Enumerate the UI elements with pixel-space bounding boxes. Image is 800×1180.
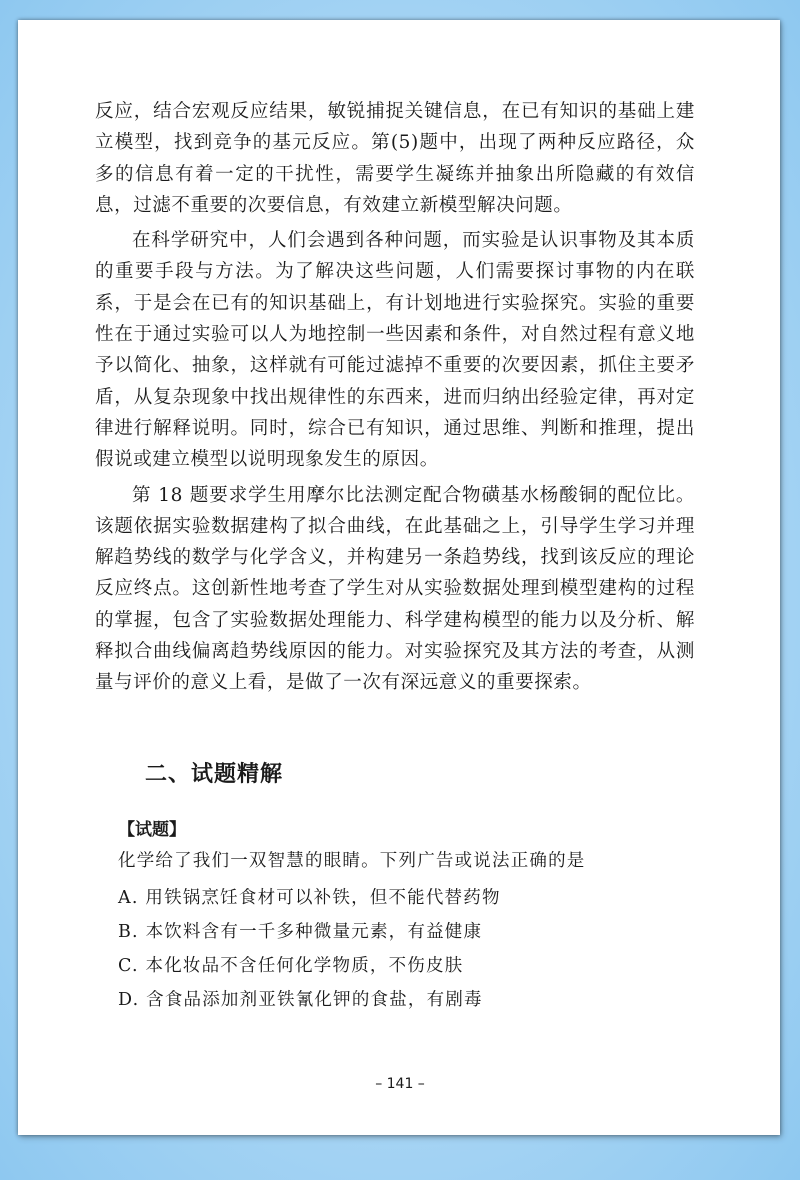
page-number: – 141 –	[375, 1076, 425, 1092]
option-c: C. 本化妆品不含任何化学物质，不伤皮肤	[118, 956, 464, 976]
paragraph-2: 在科学研究中，人们会遇到各种问题，而实验是认识事物及其本质的重要手段与方法。为了解决这些问题，人们需要探讨事物的内在联系，于是会在已有的知识基础上，有计划地进行实验探究。实验的重要性在于通过实验可以人为地控制一些因素和条件，对自然过程有意义地予以简化、抽象，这样就有可能过滤掉不重要的次要因素，抓住主要矛盾，从复杂现象中找出规律性的东西来，进而归纳出经验定律，再对定律进行解释说明。同时，综合已有知识，通过思维、判断和推理，提出假说或建立模型以说明现象发生的原因。	[95, 230, 695, 471]
body-text	[95, 96, 695, 699]
paragraph-1: 反应，结合宏观反应结果，敏锐捕捉关键信息，在已有知识的基础上建立模型，找到竞争的基元反应。第(5)题中，出现了两种反应路径，众多的信息有着一定的干扰性，需要学生凝练并抽象出所隐藏的有效信息，过滤不重要的次要信息，有效建立新模型解决问题。	[95, 101, 695, 216]
option-a: A. 用铁锅烹饪食材可以补铁，但不能代替药物	[118, 888, 501, 908]
option-d: D. 含食品添加剂亚铁氰化钾的食盐，有剧毒	[118, 990, 483, 1010]
answer-options	[118, 881, 501, 1017]
option-b: B. 本饮料含有一千多种微量元素，有益健康	[118, 922, 483, 942]
question-stem: 化学给了我们一双智慧的眼睛。下列广告或说法正确的是	[118, 851, 586, 871]
question-label: 【试题】	[118, 820, 186, 840]
section-title: 二、试题精解	[145, 762, 284, 787]
paragraph-3: 第 18 题要求学生用摩尔比法测定配合物磺基水杨酸铜的配位比。该题依据实验数据建构了拟合曲线，在此基础之上，引导学生学习并理解趋势线的数学与化学含义，并构建另一条趋势线，找到该反应的理论反应终点。这创新性地考查了学生对从实验数据处理到模型建构的过程的掌握，包含了实验数据处理能力、科学建构模型的能力以及分析、解释拟合曲线偏离趋势线原因的能力。对实验探究及其方法的考查，从测量与评价的意义上看，是做了一次有深远意义的重要探索。	[95, 484, 695, 694]
